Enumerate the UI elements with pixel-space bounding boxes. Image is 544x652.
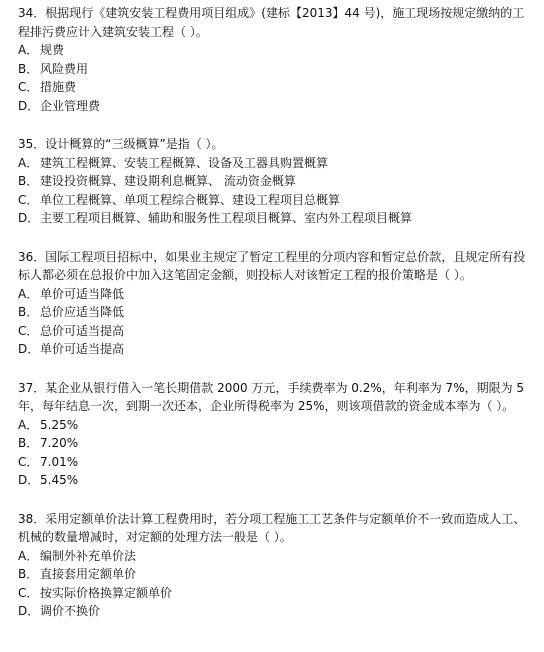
- option-letter: D．: [18, 604, 40, 618]
- option-letter: A．: [18, 417, 39, 432]
- option-text: 调价不换价: [40, 604, 101, 618]
- option-letter: A．: [18, 548, 39, 563]
- option-d: [18, 97, 534, 116]
- option-list: [18, 547, 534, 621]
- option-letter: D．: [18, 211, 40, 225]
- question-36: [18, 248, 534, 359]
- option-letter: C．: [18, 454, 39, 469]
- question-38: [18, 510, 534, 621]
- option-letter: B．: [18, 61, 39, 76]
- option-text: 建筑工程概算、安装工程概算、设备及工器具购置概算: [40, 155, 329, 170]
- option-b: [18, 172, 534, 191]
- option-text: 7.01%: [40, 454, 79, 469]
- question-stem: 37．某企业从银行借入一笔长期借款 2000 万元，手续费率为 0.2%，年利率为 7%，期限为 5 年，每年结息一次，到期一次还本，企业所得税率为 25%，则该项借款的资金成本率为（ ）。: [18, 380, 525, 413]
- option-list: [18, 41, 534, 115]
- option-letter: A．: [18, 286, 39, 301]
- option-text: 企业管理费: [40, 98, 101, 113]
- option-a: [18, 154, 534, 173]
- option-d: [18, 471, 534, 490]
- option-c: [18, 191, 534, 210]
- option-b: [18, 565, 534, 584]
- option-text: 单位工程概算、单项工程综合概算、建设工程项目总概算: [40, 192, 341, 207]
- question-stem: 36．国际工程项目招标中，如果业主规定了暂定工程里的分项内容和暂定总价款，且规定所有投标人都必须在总报价中加入这笔固定金额，则投标人对该暂定工程的报价策略是（ ）。: [18, 249, 526, 282]
- option-text: 主要工程项目概算、辅助和服务性工程项目概算、室内外工程项目概算: [40, 211, 413, 225]
- option-letter: C．: [18, 80, 39, 94]
- option-text: 5.25%: [40, 417, 79, 432]
- option-list: [18, 285, 534, 359]
- question-stem: 34．根据现行《建筑安装工程费用项目组成》(建标【2013】44 号)，施工现场按规定缴纳的工程排污费应计入建筑安装工程（ ）。: [18, 6, 525, 39]
- option-text: 规费: [40, 43, 65, 57]
- option-list: [18, 154, 534, 228]
- option-letter: C．: [18, 585, 39, 600]
- option-d: [18, 340, 534, 359]
- option-b: [18, 60, 534, 79]
- option-d: [18, 209, 534, 228]
- option-letter: B．: [18, 174, 39, 188]
- option-a: [18, 41, 534, 60]
- option-a: [18, 547, 534, 566]
- option-letter: A．: [18, 43, 39, 57]
- question-34: [18, 4, 534, 115]
- option-letter: B．: [18, 305, 39, 319]
- option-text: 措施费: [40, 80, 77, 94]
- option-c: [18, 78, 534, 97]
- option-text: 7.20%: [40, 436, 79, 450]
- option-letter: D．: [18, 342, 40, 356]
- option-letter: B．: [18, 567, 39, 581]
- option-text: 直接套用定额单价: [40, 567, 137, 581]
- option-letter: D．: [18, 98, 40, 113]
- option-text: 单价可适当提高: [40, 342, 125, 356]
- option-c: [18, 453, 534, 472]
- option-d: [18, 602, 534, 621]
- option-c: [18, 322, 534, 341]
- option-letter: C．: [18, 323, 39, 338]
- question-stem: 35．设计概算的“三级概算”是指（ ）。: [18, 137, 224, 151]
- option-text: 总价可适当提高: [40, 323, 125, 338]
- option-letter: A．: [18, 155, 39, 170]
- option-b: [18, 434, 534, 453]
- option-list: [18, 416, 534, 490]
- option-letter: C．: [18, 192, 39, 207]
- option-text: 编制外补充单价法: [40, 548, 137, 563]
- option-text: 总价应适当降低: [40, 305, 125, 319]
- option-text: 建设投资概算、建设期利息概算、 流动资金概算: [40, 174, 296, 188]
- option-text: 风险费用: [40, 61, 89, 76]
- option-a: [18, 416, 534, 435]
- option-b: [18, 303, 534, 322]
- question-stem: 38．采用定额单价法计算工程费用时，若分项工程施工工艺条件与定额单价不一致而造成人工、机械的数量增减时，对定额的处理方法一般是（ ）。: [18, 511, 526, 544]
- question-35: [18, 135, 534, 228]
- option-letter: B．: [18, 436, 39, 450]
- option-text: 单价可适当降低: [40, 286, 125, 301]
- question-37: [18, 379, 534, 490]
- option-a: [18, 285, 534, 304]
- option-text: 按实际价格换算定额单价: [40, 585, 173, 600]
- option-letter: D．: [18, 473, 40, 487]
- option-text: 5.45%: [40, 473, 79, 487]
- option-c: [18, 584, 534, 603]
